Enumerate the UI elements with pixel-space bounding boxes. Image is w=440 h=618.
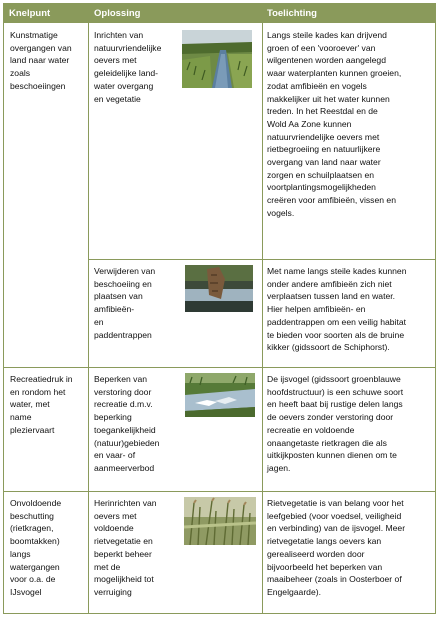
text-line: overgangen van (10, 42, 72, 53)
oplossing-cell (94, 497, 184, 599)
text-line: wilgentenen worden aangelegd (267, 55, 386, 66)
text-line: IJsvogel (10, 586, 42, 597)
text-line: en (94, 316, 104, 327)
text-line: en heeft baat bij rustige delen langs (267, 399, 403, 410)
text-line: land naar water (10, 55, 70, 66)
text-line: voldoende (94, 523, 134, 534)
text-line: zodat amfibieën en vogels (267, 80, 367, 91)
ditch-bank-photo (182, 30, 252, 88)
measures-table (3, 3, 436, 614)
text-line: Recreatiedruk in (10, 374, 73, 384)
text-line: verruiging (94, 586, 132, 597)
text-line: boomtakken) (10, 536, 60, 547)
text-line: natuurvriendelijke oevers met (267, 131, 380, 142)
text-line: uitkijkposten kunnen dienen om te (267, 450, 397, 461)
row-divider (4, 367, 435, 368)
text-line: te bieden voor soorten als de bruine (267, 329, 405, 340)
text-line: beschutting (10, 510, 54, 521)
text-line: beperkt beheer (94, 548, 152, 559)
text-line: recreatie d.m.v. (94, 399, 153, 410)
toelichting-cell (267, 373, 433, 475)
column-divider (262, 23, 263, 614)
header-toelichting: Toelichting (267, 8, 317, 19)
text-line: water overgang (94, 80, 154, 91)
text-line: voor o.a. de (10, 574, 56, 585)
text-line: beschoeiingen (10, 80, 66, 91)
text-line: plaatsen van (94, 291, 143, 302)
table-header (4, 4, 435, 23)
text-line: De ijsvogel (gidssoort groenblauwe (267, 374, 401, 384)
text-line: paddentrappen om een veilig habitat (267, 316, 407, 327)
text-line: rietbegroeiing en natuurlijkere (267, 144, 381, 155)
text-line: Beperken van (94, 374, 148, 384)
text-line: de oevers zonder verstoring door (267, 412, 394, 423)
text-line: bijvoorbeeld het beperken van (267, 561, 383, 572)
knelpunt-cell (10, 29, 86, 93)
text-line: oevers met (94, 55, 137, 66)
text-line: en verbinding) van de ijsvogel. Meer (267, 523, 406, 534)
text-line: creëren voor amfibieën, vissen en (267, 195, 396, 206)
text-line: leefgebied (voor voedsel, veiligheid (267, 510, 402, 521)
text-line: voortplantingsmogelijkheden (267, 182, 376, 193)
text-line: verstoring door (94, 386, 152, 397)
text-line: Engelgaarde). (267, 586, 321, 597)
text-line: onaangetaste rietkragen die als (267, 437, 387, 448)
text-line: beschoeiing en (94, 278, 152, 289)
text-line: toegankelijkheid (94, 424, 156, 435)
text-line: kikker (gidssoort de Schiphorst). (267, 342, 390, 353)
oplossing-cell (94, 373, 184, 475)
toelichting-cell (267, 497, 433, 599)
text-line: vogels. (267, 207, 295, 218)
knelpunt-cell (10, 373, 86, 437)
text-line: Hier helpen amfibieën- en (267, 304, 366, 315)
text-line: en rondom het (10, 386, 66, 397)
text-line: met de (94, 561, 121, 572)
toelichting-cell (267, 265, 433, 354)
text-line: water, met (10, 399, 50, 410)
header-knelpunt: Knelpunt (9, 8, 51, 19)
text-line: Kunstmatige (10, 30, 58, 40)
text-line: Wold Aa Zone kunnen (267, 118, 352, 129)
text-line: (rietkragen, (10, 523, 54, 534)
text-line: gerealiseerd worden door (267, 548, 365, 559)
text-line: name (10, 412, 32, 423)
text-line: rietvegetatie langs oevers kan (267, 536, 382, 547)
text-line: jagen. (267, 462, 291, 473)
text-line: beperking (94, 412, 132, 423)
text-line: Rietvegetatie is van belang voor het (267, 498, 404, 508)
oplossing-cell (94, 29, 182, 105)
text-line: Verwijderen van (94, 266, 156, 276)
text-line: en vegetatie (94, 93, 141, 104)
text-line: Herinrichten van (94, 498, 157, 508)
text-line: en vaar- of (94, 450, 136, 461)
text-line: Inrichten van (94, 30, 144, 40)
text-line: amfibieën- (94, 304, 135, 315)
text-line: maaibeheer (zoals in Oosterboer of (267, 574, 402, 585)
text-line: Onvoldoende (10, 498, 62, 508)
text-line: pleziervaart (10, 424, 55, 435)
text-line: zoals (10, 68, 31, 79)
text-line: overgang van land naar water (267, 157, 381, 168)
text-line: Met name langs steile kades kunnen (267, 266, 407, 276)
text-line: hoofdstructuur) is een schuwe soort (267, 386, 404, 397)
text-line: onder andere amfibieën zich niet (267, 278, 392, 289)
reed-vegetation-photo (184, 497, 256, 545)
frog-ladder-photo (185, 265, 253, 312)
row-divider (88, 259, 435, 260)
header-oplossing: Oplossing (94, 8, 141, 19)
row-divider (4, 491, 435, 492)
text-line: rietvegetatie en (94, 536, 153, 547)
text-line: watergangen (10, 561, 60, 572)
text-line: geleidelijke land- (94, 68, 159, 79)
text-line: makkelijker uit het water kunnen (267, 93, 390, 104)
text-line: Langs steile kades kan drijvend (267, 30, 387, 40)
toelichting-cell (267, 29, 433, 220)
text-line: treden. In het Reestdal en de (267, 106, 378, 117)
text-line: natuurvriendelijke (94, 42, 162, 53)
text-line: zorgen en schuilplaatsen en (267, 169, 375, 180)
column-divider (88, 23, 89, 614)
text-line: groen of een 'vooroever' van (267, 42, 376, 53)
text-line: verplaatsen tussen land en water. (267, 291, 396, 302)
oplossing-cell (94, 265, 182, 341)
text-line: (natuur)gebieden (94, 437, 160, 448)
text-line: recreatie en voldoende (267, 424, 355, 435)
text-line: oevers met (94, 510, 137, 521)
text-line: aanmeerverbod (94, 462, 155, 473)
text-line: langs (10, 548, 31, 559)
text-line: mogelijkheid tot (94, 574, 154, 585)
knelpunt-cell (10, 497, 86, 599)
quiet-riverbank-photo (185, 373, 255, 417)
text-line: waar waterplanten kunnen groeien, (267, 68, 402, 79)
text-line: paddentrappen (94, 329, 152, 340)
